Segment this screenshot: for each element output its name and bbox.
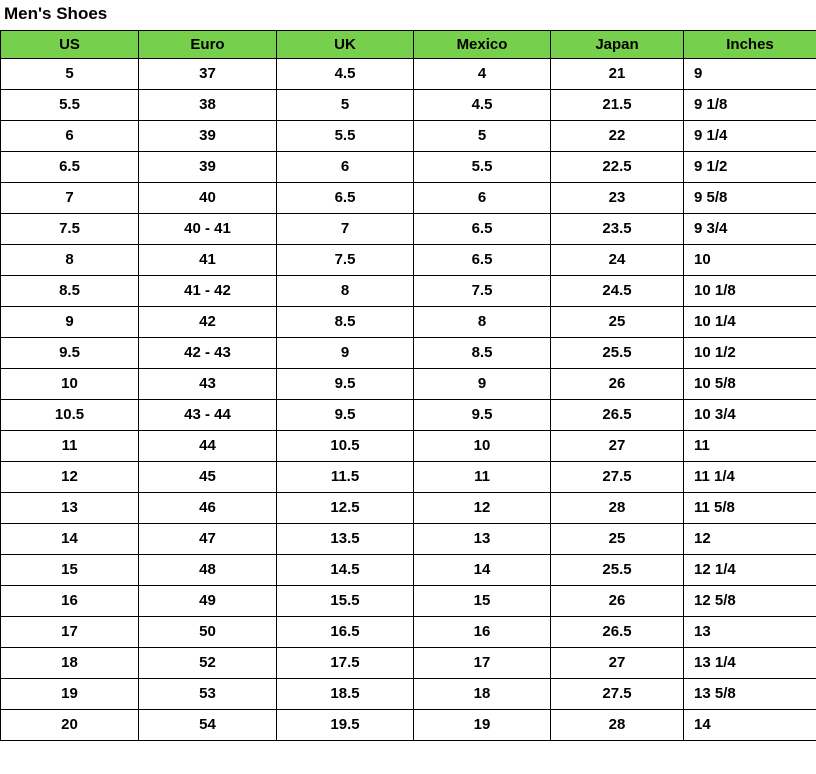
table-row bbox=[1, 245, 816, 276]
table-cell-japan: 25 bbox=[551, 307, 684, 338]
table-cell-japan: 25.5 bbox=[551, 555, 684, 586]
table-cell-us: 14 bbox=[1, 524, 139, 555]
table-cell-mexico: 6.5 bbox=[414, 245, 551, 276]
table-cell-mexico: 10 bbox=[414, 431, 551, 462]
table-cell-uk: 6 bbox=[277, 152, 414, 183]
table-cell-euro: 49 bbox=[139, 586, 277, 617]
table-row bbox=[1, 183, 816, 214]
table-cell-us: 16 bbox=[1, 586, 139, 617]
table-cell-euro: 46 bbox=[139, 493, 277, 524]
table-cell-uk: 14.5 bbox=[277, 555, 414, 586]
table-cell-mexico: 5 bbox=[414, 121, 551, 152]
table-cell-inches: 9 5/8 bbox=[684, 183, 816, 214]
table-row bbox=[1, 90, 816, 121]
table-cell-japan: 24 bbox=[551, 245, 684, 276]
table-cell-us: 11 bbox=[1, 431, 139, 462]
table-row bbox=[1, 276, 816, 307]
table-cell-mexico: 13 bbox=[414, 524, 551, 555]
table-cell-japan: 25.5 bbox=[551, 338, 684, 369]
table-cell-us: 7.5 bbox=[1, 214, 139, 245]
table-cell-inches: 12 5/8 bbox=[684, 586, 816, 617]
table-cell-japan: 23 bbox=[551, 183, 684, 214]
table-cell-japan: 27 bbox=[551, 431, 684, 462]
column-header-mexico: Mexico bbox=[414, 31, 551, 59]
table-row bbox=[1, 152, 816, 183]
table-cell-us: 15 bbox=[1, 555, 139, 586]
table-cell-uk: 18.5 bbox=[277, 679, 414, 710]
table-cell-inches: 11 1/4 bbox=[684, 462, 816, 493]
table-row bbox=[1, 121, 816, 152]
table-cell-us: 5.5 bbox=[1, 90, 139, 121]
table-cell-euro: 37 bbox=[139, 59, 277, 90]
table-cell-uk: 12.5 bbox=[277, 493, 414, 524]
table-cell-euro: 42 - 43 bbox=[139, 338, 277, 369]
table-row bbox=[1, 679, 816, 710]
table-cell-euro: 53 bbox=[139, 679, 277, 710]
table-cell-mexico: 15 bbox=[414, 586, 551, 617]
table-cell-us: 7 bbox=[1, 183, 139, 214]
table-cell-us: 9.5 bbox=[1, 338, 139, 369]
table-cell-inches: 13 1/4 bbox=[684, 648, 816, 679]
table-cell-mexico: 11 bbox=[414, 462, 551, 493]
page-title: Men's Shoes bbox=[4, 4, 816, 24]
table-cell-us: 13 bbox=[1, 493, 139, 524]
table-cell-euro: 40 bbox=[139, 183, 277, 214]
table-cell-inches: 14 bbox=[684, 710, 816, 741]
table-cell-mexico: 4 bbox=[414, 59, 551, 90]
table-cell-euro: 38 bbox=[139, 90, 277, 121]
table-cell-inches: 12 1/4 bbox=[684, 555, 816, 586]
table-row bbox=[1, 400, 816, 431]
table-cell-mexico: 6 bbox=[414, 183, 551, 214]
table-cell-uk: 10.5 bbox=[277, 431, 414, 462]
table-cell-uk: 7 bbox=[277, 214, 414, 245]
table-row bbox=[1, 369, 816, 400]
table-cell-inches: 9 1/4 bbox=[684, 121, 816, 152]
table-cell-inches: 13 bbox=[684, 617, 816, 648]
table-cell-uk: 5.5 bbox=[277, 121, 414, 152]
table-row bbox=[1, 338, 816, 369]
table-cell-us: 12 bbox=[1, 462, 139, 493]
table-cell-us: 17 bbox=[1, 617, 139, 648]
table-cell-uk: 6.5 bbox=[277, 183, 414, 214]
table-cell-japan: 28 bbox=[551, 710, 684, 741]
table-cell-inches: 11 5/8 bbox=[684, 493, 816, 524]
table-cell-us: 6.5 bbox=[1, 152, 139, 183]
table-cell-euro: 44 bbox=[139, 431, 277, 462]
table-header-row bbox=[1, 31, 816, 59]
table-cell-uk: 9.5 bbox=[277, 369, 414, 400]
table-cell-japan: 27.5 bbox=[551, 679, 684, 710]
table-cell-uk: 9 bbox=[277, 338, 414, 369]
table-cell-euro: 50 bbox=[139, 617, 277, 648]
table-cell-inches: 12 bbox=[684, 524, 816, 555]
column-header-japan: Japan bbox=[551, 31, 684, 59]
table-cell-japan: 27 bbox=[551, 648, 684, 679]
table-cell-euro: 39 bbox=[139, 121, 277, 152]
table-cell-uk: 16.5 bbox=[277, 617, 414, 648]
table-cell-inches: 9 bbox=[684, 59, 816, 90]
table-row bbox=[1, 648, 816, 679]
table-cell-uk: 15.5 bbox=[277, 586, 414, 617]
table-cell-japan: 24.5 bbox=[551, 276, 684, 307]
table-cell-us: 5 bbox=[1, 59, 139, 90]
table-cell-us: 18 bbox=[1, 648, 139, 679]
table-cell-mexico: 6.5 bbox=[414, 214, 551, 245]
table-row bbox=[1, 59, 816, 90]
table-cell-us: 20 bbox=[1, 710, 139, 741]
table-cell-uk: 5 bbox=[277, 90, 414, 121]
table-cell-inches: 10 bbox=[684, 245, 816, 276]
table-cell-inches: 11 bbox=[684, 431, 816, 462]
table-cell-euro: 41 - 42 bbox=[139, 276, 277, 307]
table-cell-inches: 10 1/8 bbox=[684, 276, 816, 307]
table-cell-mexico: 7.5 bbox=[414, 276, 551, 307]
table-cell-uk: 4.5 bbox=[277, 59, 414, 90]
table-cell-us: 9 bbox=[1, 307, 139, 338]
table-cell-mexico: 9 bbox=[414, 369, 551, 400]
table-cell-us: 19 bbox=[1, 679, 139, 710]
shoe-size-table bbox=[0, 30, 816, 741]
table-cell-euro: 43 bbox=[139, 369, 277, 400]
table-row bbox=[1, 524, 816, 555]
table-cell-uk: 8.5 bbox=[277, 307, 414, 338]
table-cell-euro: 41 bbox=[139, 245, 277, 276]
table-cell-inches: 9 1/2 bbox=[684, 152, 816, 183]
table-cell-inches: 13 5/8 bbox=[684, 679, 816, 710]
table-body bbox=[1, 59, 816, 741]
table-cell-japan: 26.5 bbox=[551, 617, 684, 648]
table-cell-euro: 47 bbox=[139, 524, 277, 555]
table-row bbox=[1, 555, 816, 586]
column-header-euro: Euro bbox=[139, 31, 277, 59]
table-cell-us: 6 bbox=[1, 121, 139, 152]
table-cell-japan: 28 bbox=[551, 493, 684, 524]
table-cell-mexico: 14 bbox=[414, 555, 551, 586]
table-cell-euro: 48 bbox=[139, 555, 277, 586]
table-cell-inches: 10 1/4 bbox=[684, 307, 816, 338]
table-cell-japan: 23.5 bbox=[551, 214, 684, 245]
table-cell-mexico: 17 bbox=[414, 648, 551, 679]
table-cell-mexico: 8.5 bbox=[414, 338, 551, 369]
table-row bbox=[1, 710, 816, 741]
table-cell-uk: 11.5 bbox=[277, 462, 414, 493]
table-row bbox=[1, 431, 816, 462]
table-cell-japan: 26 bbox=[551, 586, 684, 617]
table-cell-uk: 7.5 bbox=[277, 245, 414, 276]
table-cell-japan: 22.5 bbox=[551, 152, 684, 183]
table-cell-mexico: 18 bbox=[414, 679, 551, 710]
column-header-us: US bbox=[1, 31, 139, 59]
column-header-uk: UK bbox=[277, 31, 414, 59]
table-cell-mexico: 19 bbox=[414, 710, 551, 741]
table-header bbox=[1, 31, 816, 59]
table-cell-japan: 21 bbox=[551, 59, 684, 90]
table-cell-us: 8 bbox=[1, 245, 139, 276]
table-cell-inches: 10 1/2 bbox=[684, 338, 816, 369]
table-cell-uk: 8 bbox=[277, 276, 414, 307]
table-cell-inches: 9 3/4 bbox=[684, 214, 816, 245]
table-row bbox=[1, 493, 816, 524]
table-cell-euro: 39 bbox=[139, 152, 277, 183]
table-cell-inches: 10 5/8 bbox=[684, 369, 816, 400]
table-cell-mexico: 16 bbox=[414, 617, 551, 648]
table-cell-us: 10 bbox=[1, 369, 139, 400]
table-cell-japan: 26.5 bbox=[551, 400, 684, 431]
table-cell-euro: 42 bbox=[139, 307, 277, 338]
table-cell-inches: 9 1/8 bbox=[684, 90, 816, 121]
table-row bbox=[1, 307, 816, 338]
table-cell-euro: 52 bbox=[139, 648, 277, 679]
table-cell-mexico: 12 bbox=[414, 493, 551, 524]
table-cell-japan: 26 bbox=[551, 369, 684, 400]
table-cell-uk: 13.5 bbox=[277, 524, 414, 555]
table-cell-mexico: 8 bbox=[414, 307, 551, 338]
table-cell-us: 8.5 bbox=[1, 276, 139, 307]
table-cell-inches: 10 3/4 bbox=[684, 400, 816, 431]
table-cell-japan: 25 bbox=[551, 524, 684, 555]
table-row bbox=[1, 214, 816, 245]
table-cell-mexico: 9.5 bbox=[414, 400, 551, 431]
column-header-inches: Inches bbox=[684, 31, 816, 59]
table-row bbox=[1, 617, 816, 648]
table-cell-uk: 19.5 bbox=[277, 710, 414, 741]
table-row bbox=[1, 586, 816, 617]
size-chart-page bbox=[0, 4, 816, 741]
table-cell-uk: 9.5 bbox=[277, 400, 414, 431]
table-cell-euro: 43 - 44 bbox=[139, 400, 277, 431]
table-cell-us: 10.5 bbox=[1, 400, 139, 431]
table-cell-uk: 17.5 bbox=[277, 648, 414, 679]
table-row bbox=[1, 462, 816, 493]
table-cell-mexico: 4.5 bbox=[414, 90, 551, 121]
table-cell-mexico: 5.5 bbox=[414, 152, 551, 183]
table-cell-euro: 40 - 41 bbox=[139, 214, 277, 245]
table-cell-japan: 22 bbox=[551, 121, 684, 152]
table-cell-japan: 21.5 bbox=[551, 90, 684, 121]
table-cell-euro: 45 bbox=[139, 462, 277, 493]
table-cell-japan: 27.5 bbox=[551, 462, 684, 493]
table-cell-euro: 54 bbox=[139, 710, 277, 741]
